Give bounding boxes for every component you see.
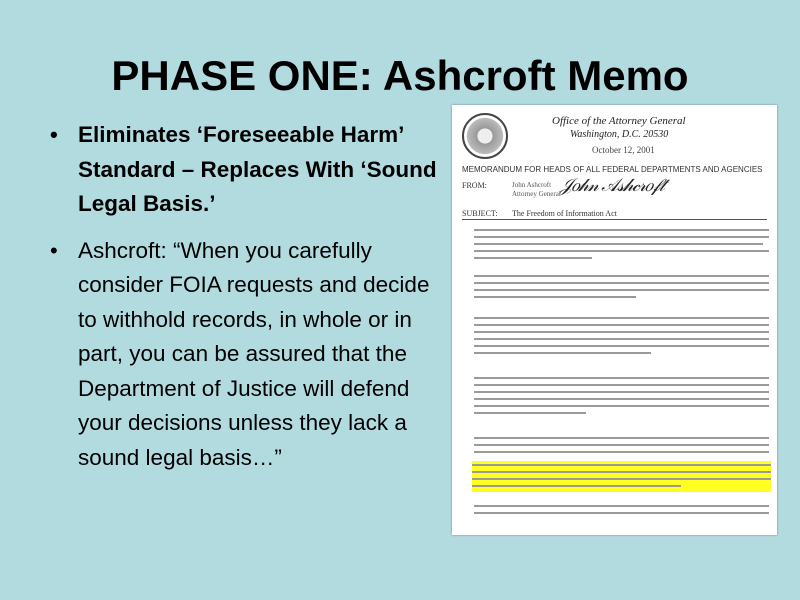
memo-heading: MEMORANDUM FOR HEADS OF ALL FEDERAL DEPARTMENTS AND AGENCIES xyxy=(462,165,763,174)
memo-highlighted-passage xyxy=(472,461,771,492)
memo-date: October 12, 2001 xyxy=(592,145,655,155)
memo-paragraph-5 xyxy=(474,437,769,458)
memo-paragraph-1 xyxy=(474,229,769,264)
bullet-item-quote: • Ashcroft: “When you carefully consider FOIA requests and decide to withhold records, in whole or in part, you can be assured that the Department of Justice will defend your decisions unless they lack a sound legal basis…” xyxy=(48,234,448,476)
memo-subject-label: SUBJECT: xyxy=(462,209,498,218)
memo-paragraph-6 xyxy=(474,505,769,519)
memo-from-name: John Ashcroft xyxy=(512,181,552,189)
memo-paragraph-4 xyxy=(474,377,769,419)
memo-subject-value: The Freedom of Information Act xyxy=(512,209,617,218)
memo-document-image xyxy=(452,105,777,535)
slide-title: PHASE ONE: Ashcroft Memo xyxy=(111,52,689,99)
memo-from-block xyxy=(512,181,561,199)
memo-divider xyxy=(462,219,767,220)
memo-office: Office of the Attorney General xyxy=(552,115,686,127)
memo-from-title: Attorney General xyxy=(512,190,561,198)
memo-city: Washington, D.C. 20530 xyxy=(570,129,669,140)
memo-from-label: FROM: xyxy=(462,181,487,190)
memo-paragraph-2 xyxy=(474,275,769,303)
doj-seal-icon xyxy=(462,113,508,159)
signature-icon: 𝒥𝑜𝒽𝓃 𝒜𝓈𝒽𝒸𝓇𝑜𝒻𝓉 xyxy=(560,175,664,195)
bullet-item-standard: • Eliminates ‘Foreseeable Harm’ Standard – Replaces With ‘Sound Legal Basis.’ xyxy=(48,118,448,222)
memo-paragraph-3 xyxy=(474,317,769,359)
bullet-list xyxy=(48,118,448,475)
